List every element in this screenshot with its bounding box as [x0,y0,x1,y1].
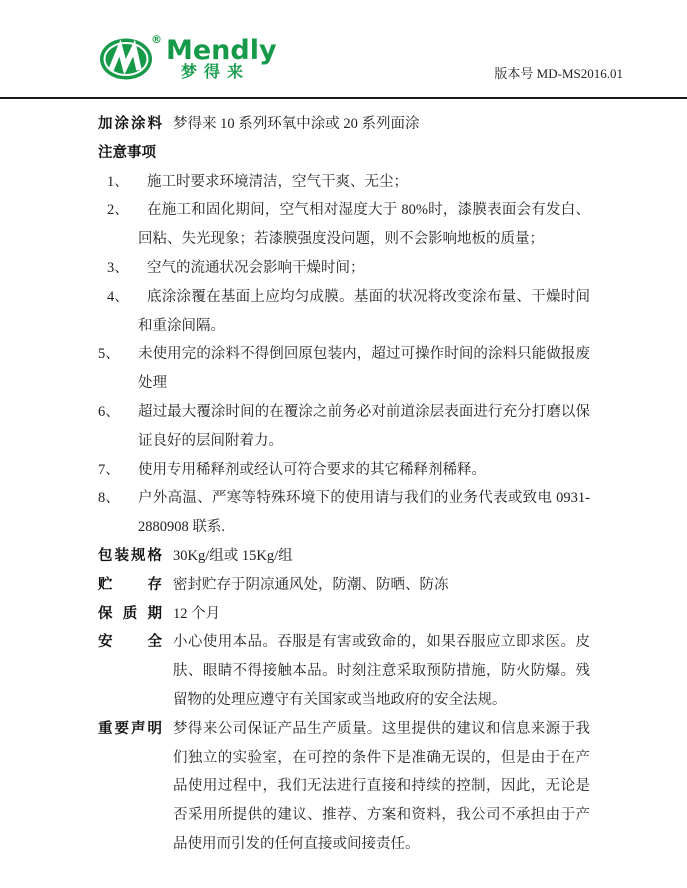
field-recoat-paint [98,110,590,139]
registered-mark: ® [151,33,162,46]
field-label: 加涂涂料 [98,116,162,132]
brand-name: Mendly [166,34,277,66]
note-item-2 [98,196,590,254]
note-number: 2、 [107,202,129,219]
note-text: 未使用完的涂料不得倒回原包装内，超过可操作时间的涂料只能做报废处理 [138,346,590,392]
note-item-4 [98,283,590,341]
note-item-6 [98,398,590,456]
page-header [0,0,687,99]
brand-logo [99,33,277,82]
field-label: 包装规格 [98,547,162,564]
note-number: 8、 [98,490,120,507]
document-body [0,99,687,859]
note-number: 6、 [98,403,120,420]
field-value: 梦得来 10 系列环氧中涂或 20 系列面涂 [173,116,420,132]
field-value: 小心使用本品。吞服是有害或致命的，如果吞服应立即求医。皮肤、眼睛不得接触本品。时刻注意采取预防措施，防火防爆。残留物的处理应遵守有关国家或当地政府的安全法规。 [173,634,590,708]
field-important-statement [98,715,590,859]
note-text: 使用专用稀释剂或经认可符合要求的其它稀释剂稀释。 [138,461,486,478]
note-number: 3、 [107,259,129,276]
field-shelf-life [98,600,590,629]
note-number: 5、 [98,346,120,363]
brand-wordmark [166,34,277,81]
field-storage [98,571,590,600]
field-value: 密封贮存于阴凉通风处，防潮、防晒、防冻 [173,576,449,593]
note-text: 空气的流通状况会影响干燥时间； [147,259,365,276]
field-value: 梦得来公司保证产品生产质量。这里提供的建议和信息来源于我们独立的实验室，在可控的条件下是准确无误的，但是由于在产品使用过程中，我们无法进行直接和持续的控制，因此，无论是否采用所提供的建议、推荐、方案和资料，我公司不承担由于产品使用而引发的任何直接或间接责任。 [173,720,590,852]
note-text: 在施工和固化期间，空气相对湿度大于 80%时，漆膜表面会有发白、回粘、失光现象；若漆膜强度没问题，则不会影响地板的质量； [138,202,590,248]
note-number: 4、 [107,288,129,305]
brand-name-cn: 梦得来 [181,61,251,81]
note-number: 7、 [98,461,120,478]
field-label: 保质期 [98,605,162,622]
note-text: 超过最大覆涂时间的在覆涂之前务必对前道涂层表面进行充分打磨以保证良好的层间附着力。 [138,403,590,449]
field-packaging-spec [98,542,590,571]
note-item-1 [98,168,590,197]
field-label: 贮存 [98,576,162,593]
note-item-8 [98,484,590,542]
field-value: 30Kg/组或 15Kg/组 [173,547,293,564]
field-label: 重要声明 [98,720,162,737]
note-number: 1、 [107,173,129,190]
notes-heading: 注意事项 [98,144,156,161]
note-text: 户外高温、严寒等特殊环境下的使用请与我们的业务代表或致电 0931-2880908 联系. [138,490,590,536]
field-value: 12 个月 [173,605,221,622]
note-item-7 [98,456,590,485]
note-text: 底涂涂覆在基面上应均匀成膜。基面的状况将改变涂布量、干燥时间和重涂间隔。 [138,288,590,334]
note-text: 施工时要求环境清洁，空气干爽、无尘； [147,173,408,190]
note-item-3 [98,254,590,283]
note-item-5 [98,340,590,398]
version-number: 版本号 MD-MS2016.01 [494,66,623,81]
field-safety [98,628,590,714]
mendly-oval-m-icon [99,36,157,82]
field-label: 安全 [98,634,162,651]
